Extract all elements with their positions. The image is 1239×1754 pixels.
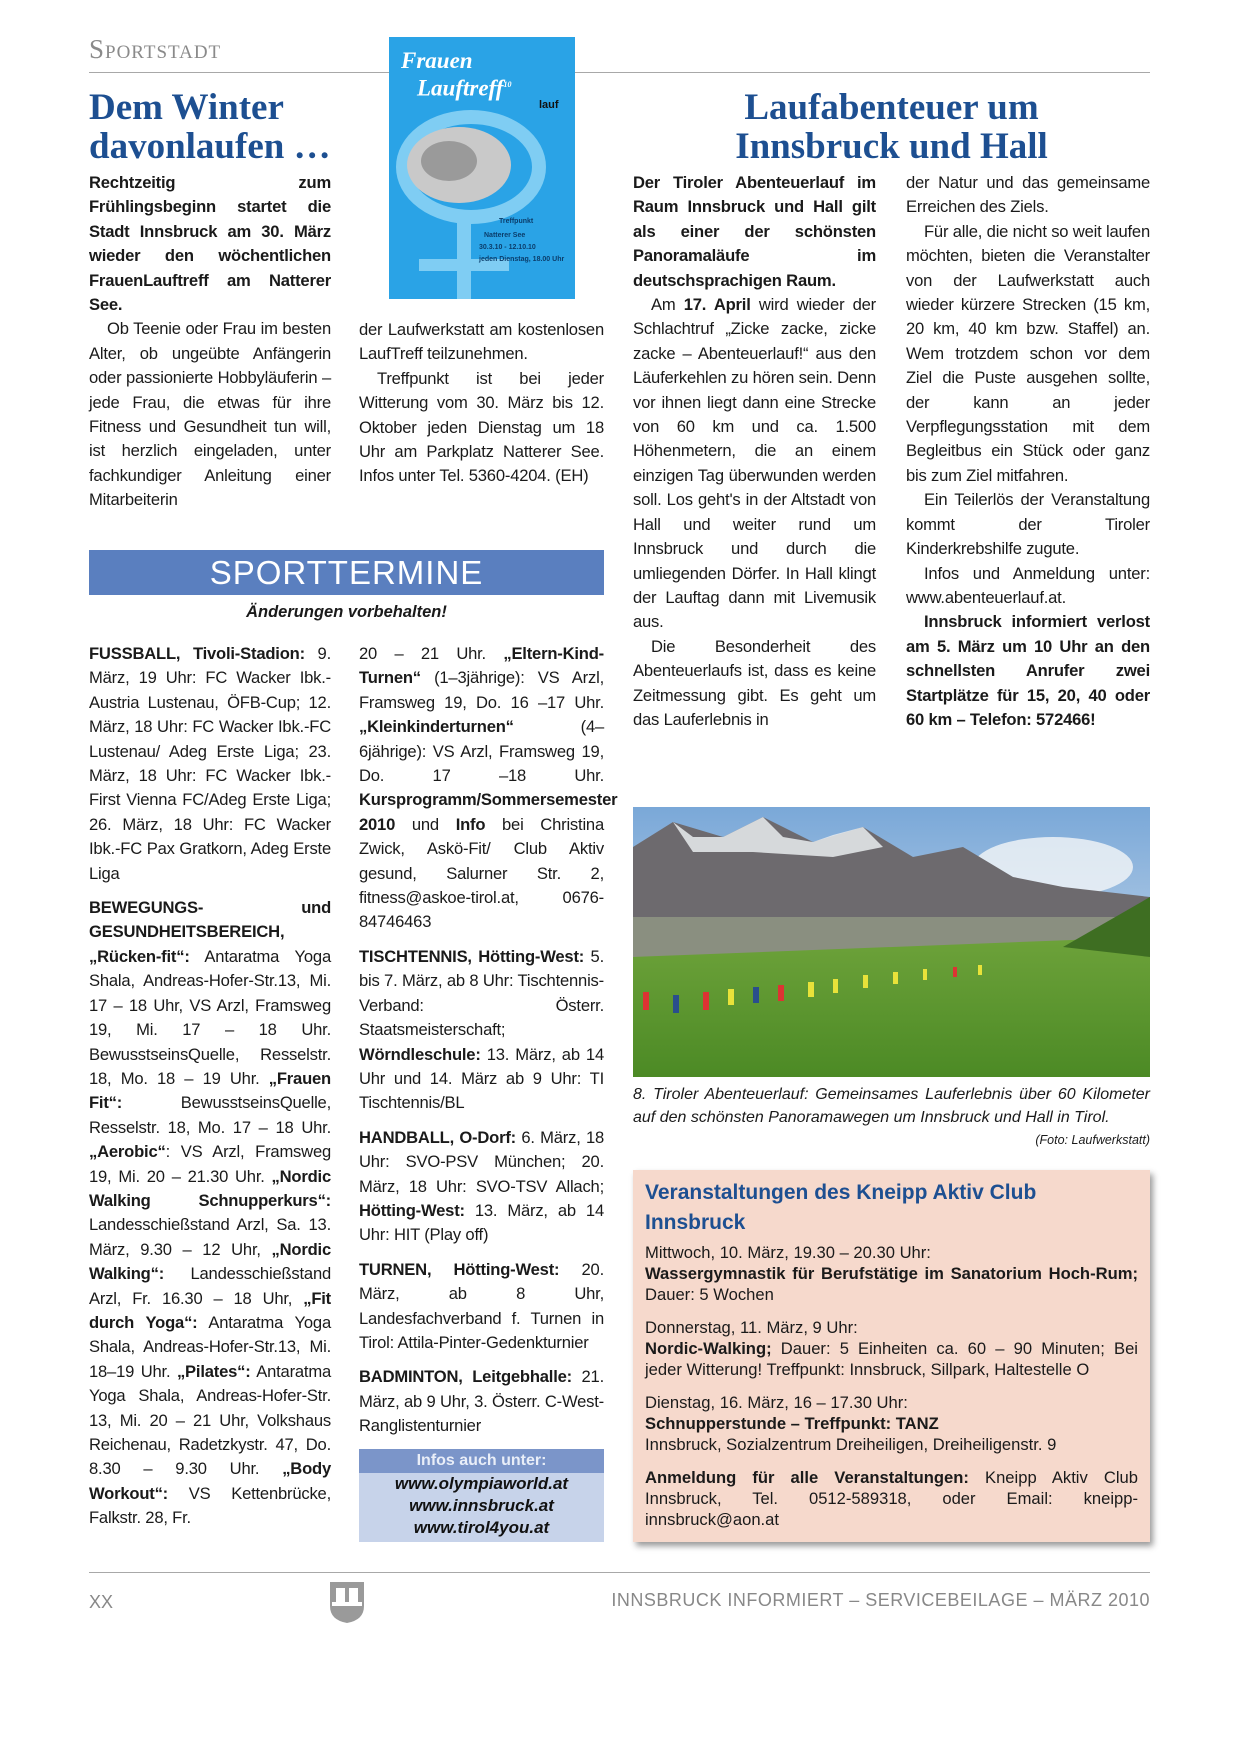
- text-run: 13. März, ab 14 Uhr und 14. März ab 9 Uhr: TI Tischtennis/BL: [359, 1044, 604, 1113]
- frauen-lauftreff-poster: [389, 37, 575, 299]
- text-run: 20. März, ab 8 Uhr, Landesfachverband f. Turnen in Tirol: Attila-Pinter-Gedenkturnier: [359, 1259, 604, 1352]
- text-run: Ob Teenie oder Frau im besten Alter, ob ungeübte Anfängerin oder passionierte Hobbyläuferin – jede Frau, die etwas für ihre Fitness und Gesundheit tun will, ist herzlich eingeladen, unter fachkundiger Anleitung einer Mitarbeiterin: [89, 319, 331, 510]
- paragraph: [906, 171, 1150, 220]
- text-run: VS Kettenbrücke, Falkstr. 28, Fr.: [89, 1483, 331, 1528]
- bold-text: TURNEN, Hötting-West:: [359, 1259, 560, 1279]
- text-run: wird wieder der Schlachtruf „Zicke zacke, zicke zacke – Abenteuerlauf!“ aus den Läuferkehlen zu hören sein. Denn vor ihnen liegt dann eine Strecke von 60 km und ca. 1.500 Höhenmetern, die an einem einzigen Tag überwunden werden soll. Los geht's in der Altstadt von Hall und weiter rund um Innsbruck und durch die umliegenden Dörfer. In Hall klingt der Lauftag dann mit Livemusik aus.: [633, 295, 877, 632]
- bold-text: „Nordic Walking Schnupperkurs“:: [89, 1166, 331, 1210]
- text-run: 21. März, ab 9 Uhr, 3. Österr. C-West-Ranglistenturnier: [359, 1367, 604, 1436]
- text-run: Antaratma Yoga Shala, Andreas-Hofer-Str.13, Mi. 18–19 Uhr.: [89, 1312, 331, 1381]
- paragraph: [359, 1365, 604, 1438]
- bold-text: BEWEGUNGS- und GESUNDHEITSBEREICH, „Rücken-fit“:: [89, 898, 331, 966]
- paragraph: [633, 171, 876, 293]
- svg-text:Treffpunkt: Treffpunkt: [499, 218, 534, 225]
- infos-link[interactable]: www.tirol4you.at: [413, 1518, 550, 1537]
- kneipp-events-box: [633, 1170, 1150, 1542]
- bold-text: Nordic-Walking;: [645, 1339, 772, 1358]
- bold-text: „Nordic Walking“:: [89, 1239, 331, 1284]
- runners-photo: [633, 807, 1150, 1077]
- text-run: 20 – 21 Uhr.: [359, 644, 504, 663]
- paragraph: [89, 896, 331, 1531]
- kneipp-heading: Veranstaltungen des Kneipp Aktiv Club Innsbruck: [645, 1181, 1037, 1234]
- text-run: BewusstseinsQuelle, Resselstr. 18, Mo. 17 – 18 Uhr.: [89, 1093, 331, 1137]
- paragraph: [906, 488, 1150, 561]
- paragraph: [359, 945, 604, 1116]
- paragraph: [359, 318, 604, 367]
- poster-title-line: Frauen: [401, 48, 473, 73]
- text-run: Für alle, die nicht so weit laufen möchten, bieten die Veranstalter von der Laufwerkstatt auch wieder kürzere Strecken (15 km, 20 km, 40 km bzw. Staffel) an. Wem trotzdem schon vor dem Ziel die Puste ausgehen sollte, der kann an jeder Verpflegungsstation mit dem Begleitbus ein Stück oder ganz bis zum Ziel mitfahren.: [906, 221, 1150, 485]
- bold-text: BADMINTON, Leitgebhalle:: [359, 1367, 572, 1387]
- article-headline-right: [633, 88, 1150, 166]
- bold-text: Wassergymnastik für Berufstätige im Sanatorium Hoch-Rum;: [645, 1264, 1138, 1283]
- text-run: Dauer: 5 Einheiten ca. 60 – 90 Minuten; Bei jeder Witterung! Treffpunkt: Innsbruck, Sillpark, Haltestelle O: [645, 1339, 1138, 1379]
- text-run: Kneipp Aktiv Club Innsbruck, Tel. 0512-589318, oder Email: kneipp-innsbruck@aon.at: [645, 1468, 1138, 1529]
- text-run: (1–3jährige): VS Arzl, Framsweg 19, Do. 16 –17 Uhr.: [359, 668, 604, 712]
- photo-caption: [633, 1083, 1150, 1152]
- text-run: Treffpunkt ist bei jeder Witterung vom 30. März bis 12. Oktober jeden Dienstag um 18 Uhr am Parkplatz Natterer See. Infos unter Tel. 5360-4204. (EH): [359, 368, 604, 486]
- text-run: 6. März, 18 Uhr: SVO-PSV München; 20. März, 18 Uhr: SVO-TSV Allach;: [359, 1127, 605, 1196]
- poster-title-line: Lauftreff: [417, 75, 504, 101]
- paragraph: [359, 642, 618, 935]
- text-run: Dauer: 5 Wochen: [645, 1285, 774, 1304]
- headline-line: Dem Winter: [89, 87, 284, 128]
- text-run: Mittwoch, 10. März, 19.30 – 20.30 Uhr:: [645, 1243, 931, 1262]
- text-run: Infos und Anmeldung unter: www.abenteuerlauf.at.: [906, 563, 1150, 607]
- text-run: der Laufwerkstatt am kostenlosen LaufTreff teilzunehmen.: [359, 320, 604, 364]
- article-right-col1: [633, 171, 876, 732]
- text-run: bei Christina Zwick, Askö-Fit/ Club Aktiv gesund, Salurner Str. 2, fitness@askoe-tirol.at, 0676-84746463: [359, 814, 604, 932]
- infos-box: [359, 1449, 604, 1542]
- headline-line: Laufabenteuer um: [744, 87, 1039, 128]
- poster-sup: 10: [503, 80, 512, 89]
- text-run: und: [395, 814, 456, 834]
- paragraph: [359, 1258, 604, 1356]
- bold-text: 17. April: [683, 295, 751, 315]
- sporttermine-banner: SPORTTERMINE: [89, 550, 604, 595]
- svg-text:Natterer See: Natterer See: [484, 232, 526, 239]
- text-run: Am: [651, 295, 684, 315]
- paragraph: [906, 610, 1150, 732]
- bold-text: Anmeldung für alle Veranstaltungen:: [645, 1468, 969, 1487]
- text-run: Antaratma Yoga Shala, Andreas-Hofer-Str. 13, Mi. 20 – 21 Uhr, Volkshaus Reichenau, Radetzkystr. 47, Do. 8.30 – 9.30 Uhr.: [89, 1361, 331, 1479]
- page-number: XX: [89, 1592, 114, 1612]
- bold-text: TISCHTENNIS, Hötting-West:: [359, 946, 585, 966]
- paragraph: [645, 1467, 1138, 1530]
- text-run: (4–6jährige): VS Arzl, Framsweg 19, Do. 17 –18 Uhr.: [359, 717, 604, 786]
- paragraph: [359, 367, 604, 489]
- caption-text: 8. Tiroler Abenteuerlauf: Gemeinsames Lauferlebnis über 60 Kilometer auf den schönsten Panoramawegen um Innsbruck und Hall in Tirol.: [633, 1086, 1150, 1126]
- text-run: Innsbruck informiert verlost am 5. März um 10 Uhr an den schnellsten Anrufer zwei Startplätze für 15, 20, 40 oder 60 km – Telefon: 572466!: [906, 612, 1150, 729]
- paragraph: [645, 1317, 1138, 1380]
- bold-text: FUSSBALL, Tivoli-Stadion:: [89, 644, 305, 663]
- article-right-col2: [906, 171, 1150, 732]
- text-run: Donnerstag, 11. März, 9 Uhr:: [645, 1318, 858, 1337]
- bold-text: Info: [455, 814, 486, 834]
- text-run: 5. bis 7. März, ab 8 Uhr: Tischtennis-Verband: Österr. Staatsmeisterschaft;: [359, 946, 604, 1040]
- bold-text: Hötting-West:: [359, 1200, 465, 1220]
- text-run: Innsbruck, Sozialzentrum Dreiheiligen, Dreiheiligenstr. 9: [645, 1435, 1057, 1454]
- paragraph: [89, 171, 331, 317]
- bold-text: HANDBALL, O-Dorf:: [359, 1127, 516, 1147]
- paragraph: [89, 642, 331, 886]
- kneipp-items: [645, 1242, 1138, 1530]
- article-headline-left: [89, 88, 331, 166]
- text-run: 9. März, 19 Uhr: FC Wacker Ibk.-Austria Lustenau, ÖFB-Cup; 12. März, 18 Uhr: FC Wacker Ibk.-FC Lustenau/ Adeg Erste Liga; 23. März, 18 Uhr: FC Wacker Ibk.-First Vienna FC/Adeg Erste Liga; 26. März, 18 Uhr: FC Wacker Ibk.-FC Pax Gratkorn, Adeg Erste Liga: [89, 644, 331, 883]
- text-run: Der Tiroler Abenteuerlauf im Raum Innsbruck und Hall gilt als einer der schönsten Panoramaläufe im deutschsprachigen Raum.: [633, 173, 876, 290]
- headline-line: Innsbruck und Hall: [735, 126, 1048, 167]
- bold-text: Wörndleschule:: [359, 1044, 481, 1064]
- bold-text: „Body Workout“:: [89, 1459, 331, 1503]
- sporttermine-note: Änderungen vorbehalten!: [246, 603, 447, 621]
- poster-title: [401, 49, 511, 101]
- infos-link[interactable]: www.innsbruck.at: [409, 1496, 554, 1515]
- paragraph: [359, 1126, 604, 1248]
- text-run: : VS Arzl, Framsweg 19, Mi. 20 – 21.30 Uhr.: [89, 1142, 331, 1186]
- paragraph: [633, 635, 876, 733]
- innsbruck-crest-icon: [328, 1580, 366, 1624]
- bold-text: „Frauen Fit“:: [89, 1068, 331, 1113]
- bold-text: Kursprogramm/Sommersemester 2010: [359, 790, 618, 834]
- article-left-col1: [89, 171, 331, 513]
- photo-credit: (Foto: Laufwerkstatt): [1035, 1133, 1150, 1147]
- text-run: Rechtzeitig zum Frühlingsbeginn startet die Stadt Innsbruck am 30. März wieder den wöchentlichen FrauenLauftreff am Natterer See.: [89, 173, 331, 315]
- text-run: der Natur und das gemeinsame Erreichen des Ziels.: [906, 173, 1150, 217]
- paragraph: [645, 1392, 1138, 1455]
- poster-brand-logo: lauf: [539, 99, 559, 111]
- landscape-image: [633, 807, 1150, 1077]
- paragraph: [906, 220, 1150, 488]
- text-run: 13. März, ab 14 Uhr: HIT (Play off): [359, 1200, 604, 1245]
- text-run: Landesschießstand Arzl, Sa. 13. März, 9.30 – 12 Uhr,: [89, 1215, 331, 1259]
- text-run: Ein Teilerlös der Veranstaltung kommt der Tiroler Kinderkrebshilfe zugute.: [906, 490, 1150, 559]
- sporttermine-col1: [89, 642, 331, 1541]
- svg-text:jeden Dienstag, 18.00 Uhr: jeden Dienstag, 18.00 Uhr: [479, 256, 565, 263]
- top-divider: [89, 72, 1150, 73]
- paragraph: [645, 1242, 1138, 1305]
- bold-text: „Aerobic“: [89, 1142, 166, 1162]
- bold-text: „Fit durch Yoga“:: [89, 1288, 331, 1332]
- section-label: Sportstadt: [89, 34, 222, 64]
- paragraph: [906, 562, 1150, 611]
- publication-footer: INNSBRUCK INFORMIERT – SERVICEBEILAGE – MÄRZ 2010: [611, 1590, 1150, 1610]
- infos-link[interactable]: www.olympiaworld.at: [394, 1474, 569, 1493]
- svg-text:30.3.10 - 12.10.10: 30.3.10 - 12.10.10: [479, 244, 536, 251]
- text-run: Landesschießstand Arzl, Fr. 16.30 – 18 Uhr,: [89, 1264, 331, 1308]
- bold-text: „Kleinkinderturnen“: [359, 717, 514, 737]
- infos-heading: Infos auch unter:: [359, 1449, 604, 1473]
- bold-text: „Eltern-Kind-Turnen“: [359, 644, 604, 688]
- bold-text: Schnupperstunde – Treffpunkt: TANZ: [645, 1414, 939, 1433]
- paragraph: [633, 293, 876, 635]
- text-run: Antaratma Yoga Shala, Andreas-Hofer-Str.13, Mi. 17 – 18 Uhr, VS Arzl, Framsweg 19, Mi. 17 – 18 Uhr. BewusstseinsQuelle, Resselstr. 18, Mo. 18 – 19 Uhr.: [89, 946, 331, 1088]
- text-run: Dienstag, 16. März, 16 – 17.30 Uhr:: [645, 1393, 908, 1412]
- text-run: Die Besonderheit des Abenteuerlaufs ist, dass es keine Zeitmessung gibt. Es geht um das Lauferlebnis in: [633, 636, 876, 729]
- paragraph: [89, 317, 331, 512]
- bottom-divider: [89, 1572, 1150, 1573]
- article-left-col2: [359, 318, 604, 489]
- sporttermine-col2: [359, 642, 618, 1449]
- bold-text: „Pilates“:: [176, 1361, 251, 1381]
- headline-line: davonlaufen …: [89, 126, 331, 167]
